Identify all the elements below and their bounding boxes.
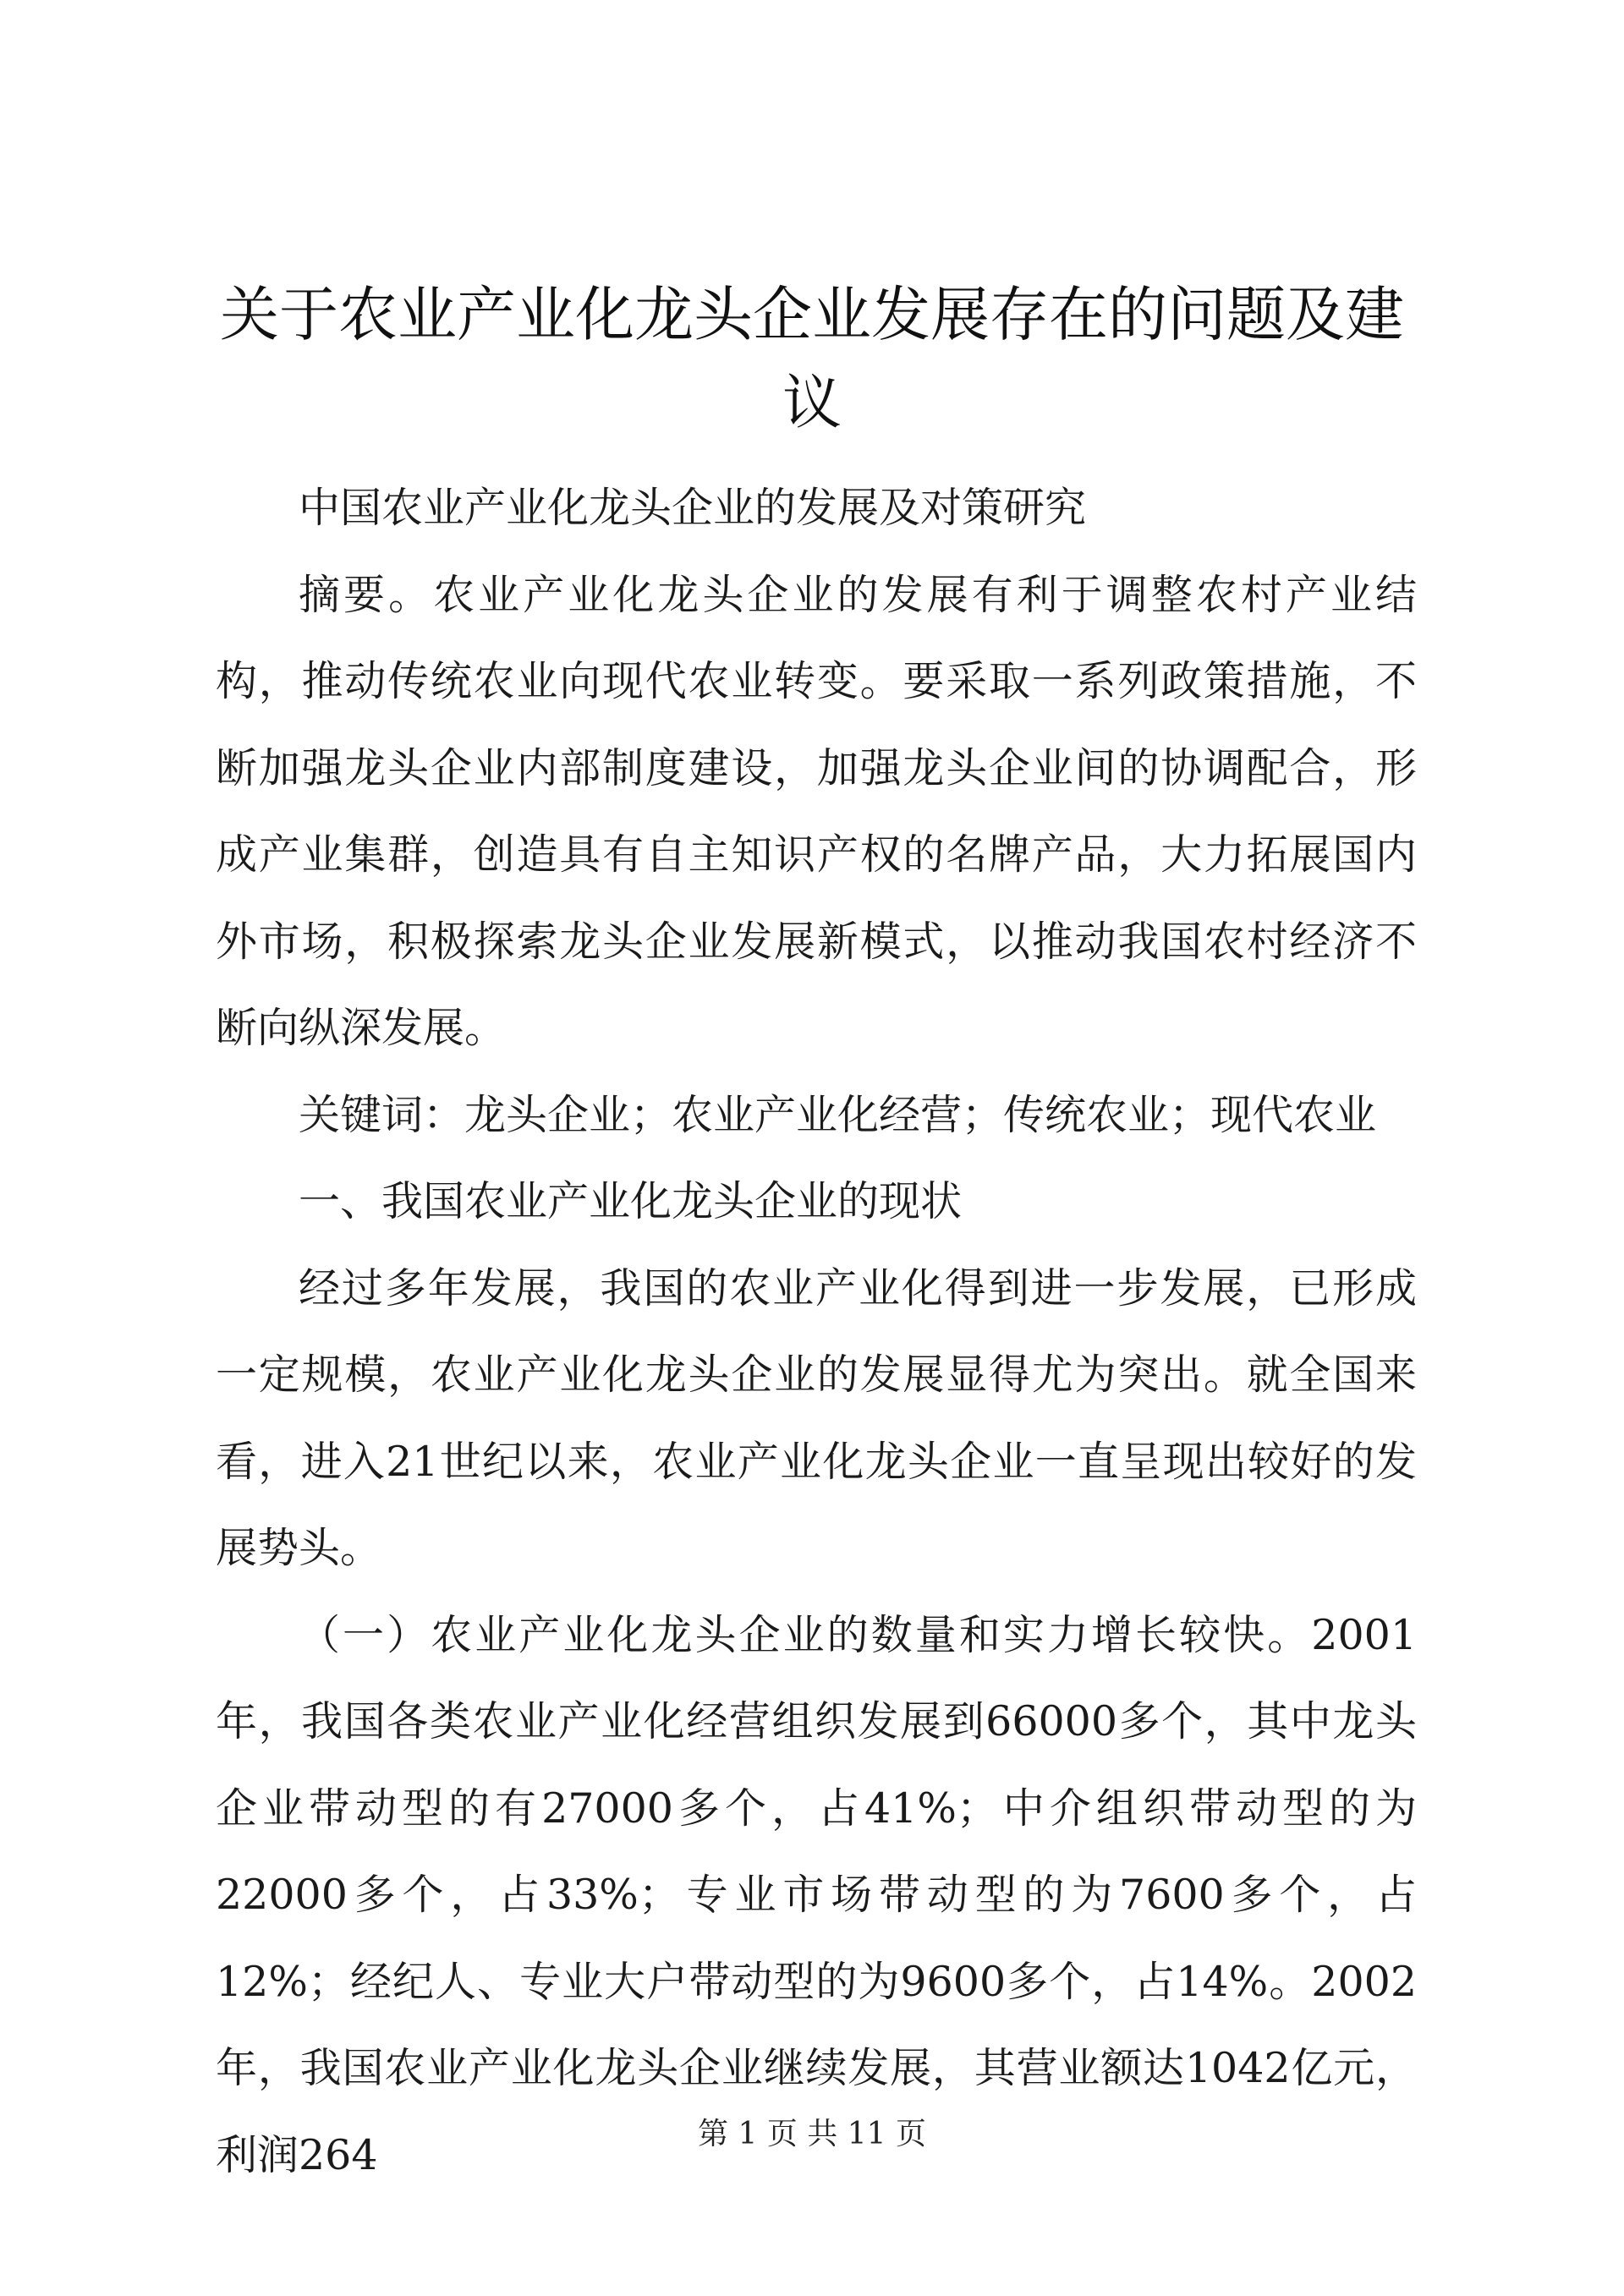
document-title: 关于农业产业化龙头企业发展存在的问题及建议 (220, 280, 1404, 437)
page-number-footer: 第 1 页 共 11 页 (698, 2117, 926, 2151)
paragraph-keywords: 关键词：龙头企业；农业产业化经营；传统农业；现代农业 (299, 1090, 1377, 1139)
document-body (216, 465, 1417, 2199)
paragraph-statistics: （一）农业产业化龙头企业的数量和实力增长较快。2001年，我国各类农业产业化经营组织发展到66000多个，其中龙头企业带动型的有27000多个，占41%；中介组织带动型的为22000多个，占33%；专业市场带动型的为7600多个，占12%；经纪人、专业大户带动型的为9600多个，占14%。2002年，我国农业产业化龙头企业继续发展，其营业额达1042亿元，利润264 (216, 1610, 1417, 2179)
paragraph-abstract: 摘要。农业产业化龙头企业的发展有利于调整农村产业结构，推动传统农业向现代农业转变。要采取一系列政策措施，不断加强龙头企业内部制度建设，加强龙头企业间的协调配合，形成产业集群，创造具有自主知识产权的名牌产品，大力拓展国内外市场，积极探索龙头企业发展新模式，以推动我国农村经济不断向纵深发展。 (216, 570, 1417, 1052)
paragraph-subtitle: 中国农业产业化龙头企业的发展及对策研究 (299, 484, 1087, 532)
section-heading: 一、我国农业产业化龙头企业的现状 (299, 1177, 963, 1225)
paragraph-overview: 经过多年发展，我国的农业产业化得到进一步发展，已形成一定规模，农业产业化龙头企业的发展显得尤为突出。就全国来看，进入21世纪以来，农业产业化龙头企业一直呈现出较好的发展势头。 (216, 1263, 1417, 1572)
